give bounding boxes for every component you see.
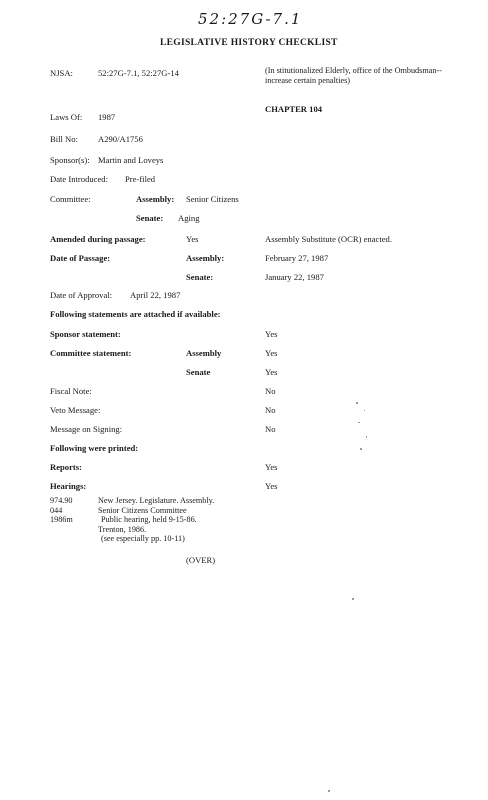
citation-line: Senior Citizens Committee [98, 505, 187, 515]
committee-assembly-value: Senior Citizens [186, 194, 239, 204]
committee-statement-assembly-label: Assembly [186, 348, 222, 358]
committee-senate-value: Aging [178, 213, 200, 223]
page-title: LEGISLATIVE HISTORY CHECKLIST [160, 38, 338, 48]
citation-line: New Jersey. Legislature. Assembly. [98, 496, 215, 505]
reports-label: Reports: [50, 462, 82, 472]
chapter-label: CHAPTER 104 [265, 104, 323, 114]
sponsors-value: Martin and Loveys [98, 155, 164, 165]
scan-speck [328, 790, 330, 792]
scan-speck [360, 448, 362, 450]
committee-statement-senate-label: Senate [186, 367, 211, 377]
sponsors-label: Sponsor(s): [50, 155, 90, 165]
handwritten-number: 52:27G-7.1 [198, 10, 303, 28]
committee-senate-label: Senate: [136, 213, 164, 223]
date-of-approval-label: Date of Approval: [50, 290, 113, 300]
bill-no-value: A290/A1756 [98, 134, 143, 144]
description-note: (In stitutionalized Elderly, office of the Ombudsman-- increase certain penalties) [265, 66, 442, 85]
citation-line: Public hearing, held 9-15-86. [101, 515, 197, 525]
citation-line: Trenton, 1986. [98, 524, 147, 534]
scan-speck [358, 422, 360, 423]
date-introduced-label: Date Introduced: [50, 174, 108, 184]
sponsor-statement-label: Sponsor statement: [50, 329, 121, 339]
committee-statement-assembly-value: Yes [265, 348, 278, 358]
scan-speck [366, 436, 367, 438]
amended-label: Amended during passage: [50, 234, 146, 244]
passage-senate-value: January 22, 1987 [265, 272, 324, 282]
veto-message-value: No [265, 405, 276, 415]
following-printed-heading: Following were printed: [50, 443, 139, 453]
fiscal-note-value: No [265, 386, 276, 396]
date-of-passage-label: Date of Passage: [50, 253, 111, 263]
laws-of-label: Laws Of: [50, 112, 83, 122]
date-introduced-value: Pre-filed [125, 174, 156, 184]
passage-assembly-value: February 27, 1987 [265, 253, 329, 263]
scan-speck [356, 402, 358, 404]
laws-of-value: 1987 [98, 112, 116, 122]
njsa-label: NJSA: [50, 68, 73, 78]
scan-speck [364, 410, 365, 411]
date-of-approval-value: April 22, 1987 [130, 290, 181, 300]
message-on-signing-value: No [265, 424, 276, 434]
amended-value: Yes [186, 234, 199, 244]
committee-label: Committee: [50, 194, 91, 204]
call-number-line: 044 [50, 505, 63, 515]
following-attached-heading: Following statements are attached if available: [50, 309, 221, 319]
njsa-value: 52:27G-7.1, 52:27G-14 [98, 68, 179, 78]
citation-line: (see especially pp. 10-11) [101, 534, 185, 544]
hearings-label: Hearings: [50, 481, 87, 491]
committee-statement-senate-value: Yes [265, 367, 278, 377]
committee-statement-label: Committee statement: [50, 348, 132, 358]
fiscal-note-label: Fiscal Note: [50, 386, 92, 396]
call-number [50, 496, 73, 525]
call-number-line: 1986m [50, 515, 73, 525]
hearings-value: Yes [265, 481, 278, 491]
call-number-line: 974.90 [50, 496, 73, 505]
amended-note: Assembly Substitute (OCR) enacted. [265, 234, 392, 244]
committee-assembly-label: Assembly: [136, 194, 175, 204]
sponsor-statement-value: Yes [265, 329, 278, 339]
reports-value: Yes [265, 462, 278, 472]
hearing-citation [98, 496, 214, 544]
message-on-signing-label: Message on Signing: [50, 424, 123, 434]
passage-assembly-label: Assembly: [186, 253, 225, 263]
over-note: (OVER) [186, 555, 216, 565]
scan-speck [352, 598, 354, 600]
passage-senate-label: Senate: [186, 272, 214, 282]
veto-message-label: Veto Message: [50, 405, 101, 415]
bill-no-label: Bill No: [50, 134, 78, 144]
